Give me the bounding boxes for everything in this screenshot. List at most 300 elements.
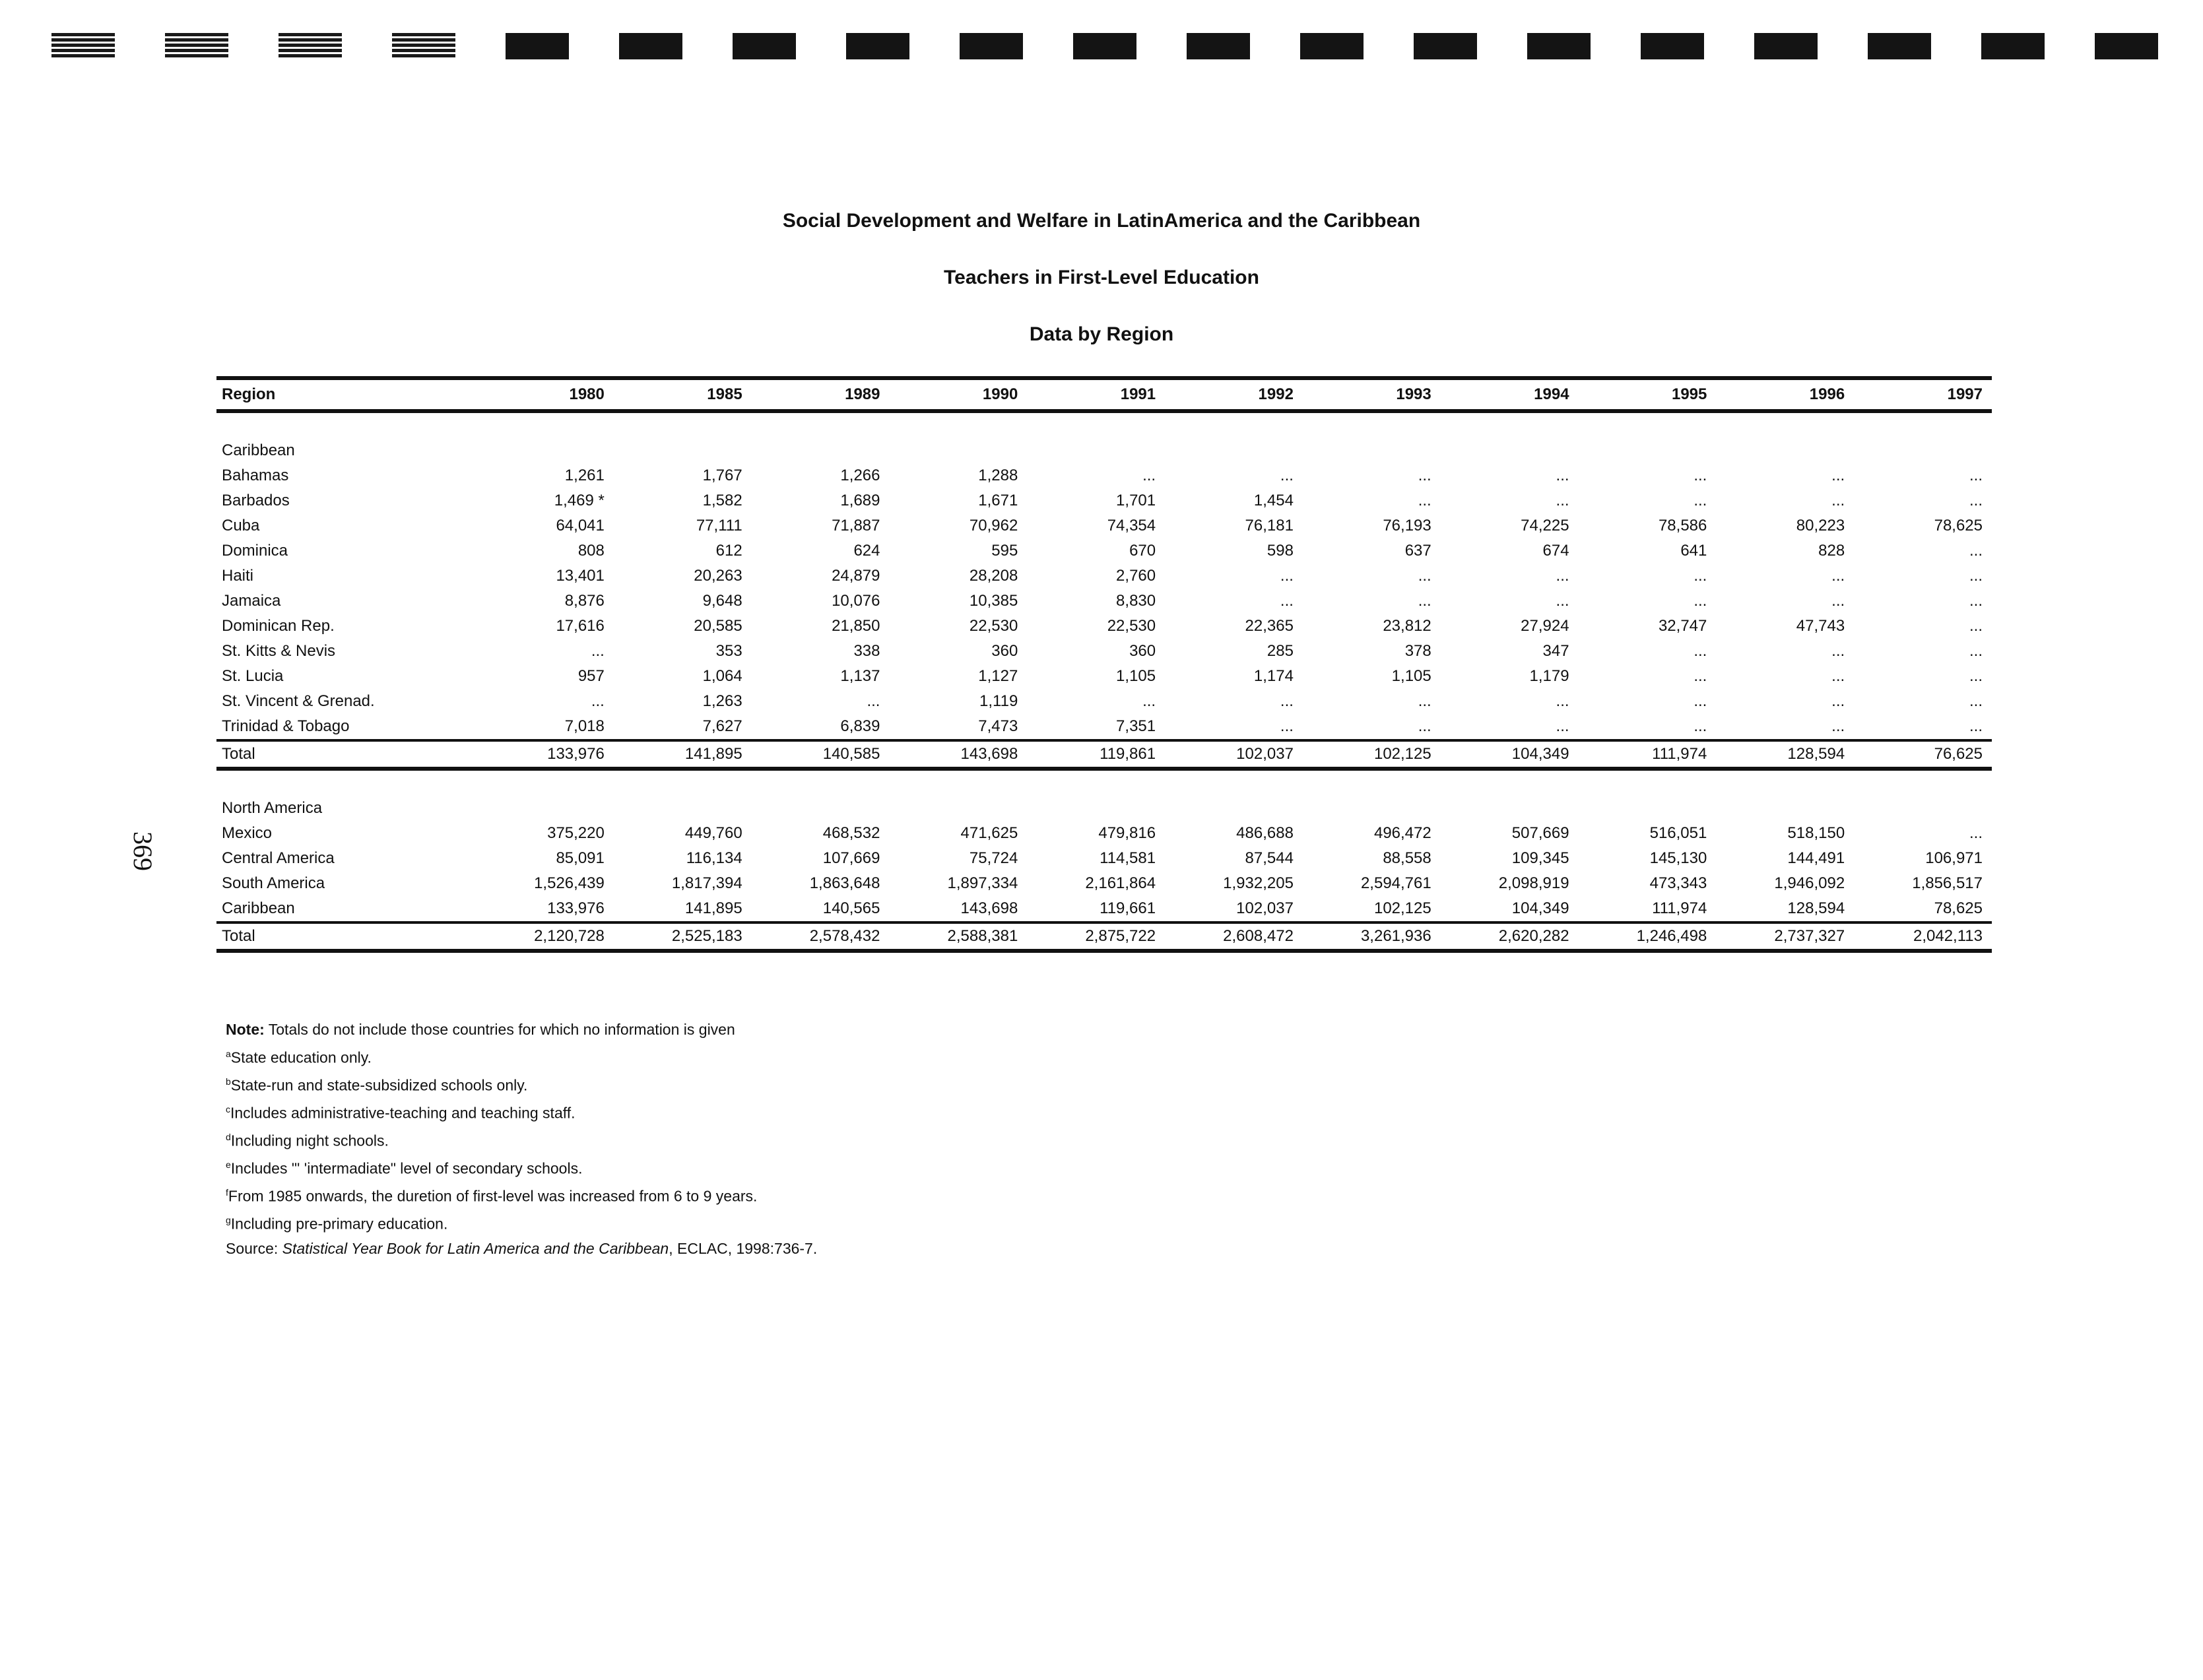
table-cell: 64,041 <box>556 517 605 534</box>
punch-hole <box>1187 33 1250 59</box>
document-title: Social Development and Welfare in LatinAmerica and the Caribbean <box>782 210 1421 232</box>
table-cell: 1,105 <box>1116 667 1156 685</box>
table-row <box>216 689 1992 714</box>
table-cell: 133,976 <box>547 899 605 917</box>
table-cell: 20,585 <box>694 617 742 635</box>
table-cell: 957 <box>577 667 605 685</box>
table-cell: ... <box>1142 467 1156 484</box>
table-cell: 27,924 <box>1521 617 1569 635</box>
footnote <box>226 1153 817 1180</box>
table-cell: ... <box>1831 642 1845 660</box>
table-cell: 2,608,472 <box>1165 922 1303 951</box>
punch-hole <box>1527 33 1591 59</box>
table-cell: 70,962 <box>969 517 1018 534</box>
table-cell: 468,532 <box>822 824 880 842</box>
table-cell: 1,261 <box>564 467 605 484</box>
table-cell: 119,661 <box>1100 899 1156 917</box>
table-cell: 22,530 <box>969 617 1018 635</box>
row-label: Cuba <box>222 517 260 534</box>
table-cell: ... <box>1969 692 1983 710</box>
table-cell: 353 <box>715 642 742 660</box>
row-label: St. Kitts & Nevis <box>222 642 336 660</box>
table-cell: ... <box>1280 567 1294 585</box>
table-cell: 486,688 <box>1236 824 1294 842</box>
table-cell: 75,724 <box>969 849 1018 867</box>
row-label: Dominican Rep. <box>222 617 335 635</box>
total-row <box>216 740 1992 769</box>
table-cell: 808 <box>577 542 605 560</box>
table-cell: ... <box>1693 592 1707 610</box>
table-cell: 507,669 <box>1511 824 1569 842</box>
footnote-text: State-run and state-subsidized schools only. <box>230 1076 528 1094</box>
table-cell: 141,895 <box>614 740 752 769</box>
table-cell: 1,582 <box>702 492 742 509</box>
table-cell: 78,625 <box>1934 899 1983 917</box>
table-cell: 2,161,864 <box>1085 874 1156 892</box>
row-label: St. Vincent & Grenad. <box>222 692 375 710</box>
table-cell: 133,976 <box>476 740 614 769</box>
table-cell: 1,246,498 <box>1579 922 1717 951</box>
note-line <box>226 1018 817 1042</box>
north-america-section <box>216 821 1992 922</box>
table-cell: 2,525,183 <box>614 922 752 951</box>
table-cell: ... <box>591 692 605 710</box>
table-cell: 88,558 <box>1383 849 1431 867</box>
footnote-mark: b <box>226 1076 231 1087</box>
table-row <box>216 564 1992 589</box>
table-row <box>216 846 1992 871</box>
punch-hole <box>1754 33 1818 59</box>
footnote-mark: g <box>226 1215 231 1226</box>
table-cell: 23,812 <box>1383 617 1431 635</box>
table-cell: ... <box>1693 567 1707 585</box>
document-subtitle: Teachers in First-Level Education <box>944 267 1259 288</box>
table-cell: ... <box>1969 617 1983 635</box>
table-cell: ... <box>1693 492 1707 509</box>
total-row <box>216 922 1992 951</box>
table-cell: 2,588,381 <box>889 922 1027 951</box>
header-row <box>216 378 1992 411</box>
table-cell: 128,594 <box>1716 740 1854 769</box>
table-cell: ... <box>1831 717 1845 735</box>
footnote-list <box>226 1042 817 1237</box>
section-label-caribbean: Caribbean <box>222 441 295 459</box>
punch-hole <box>2095 33 2158 59</box>
table-cell: 285 <box>1266 642 1294 660</box>
row-label: Haiti <box>222 567 254 585</box>
table-cell: 496,472 <box>1373 824 1431 842</box>
table-cell: 17,616 <box>556 617 605 635</box>
footnote-text: State education only. <box>230 1049 372 1066</box>
table-header <box>216 378 1992 411</box>
table-row <box>216 664 1992 689</box>
table-row <box>216 639 1992 664</box>
table-cell: ... <box>1969 467 1983 484</box>
row-label: Jamaica <box>222 592 281 610</box>
table-cell: ... <box>1280 592 1294 610</box>
table-cell: 102,125 <box>1373 899 1431 917</box>
table-cell: 145,130 <box>1649 849 1707 867</box>
column-header-year: 1991 <box>1027 378 1165 411</box>
table-cell: 7,627 <box>702 717 742 735</box>
table-cell: 360 <box>991 642 1018 660</box>
table-cell: 140,565 <box>822 899 880 917</box>
table-cell: 85,091 <box>556 849 605 867</box>
table-cell: 1,526,439 <box>534 874 605 892</box>
table-cell: 595 <box>991 542 1018 560</box>
table-cell: 20,263 <box>694 567 742 585</box>
table-cell: 140,585 <box>752 740 890 769</box>
row-label: St. Lucia <box>222 667 284 685</box>
footnote-mark: e <box>226 1159 231 1171</box>
table-row <box>216 538 1992 564</box>
table-cell: ... <box>1556 717 1569 735</box>
table-cell: 1,689 <box>840 492 880 509</box>
table-cell: 76,193 <box>1383 517 1431 534</box>
table-cell: 32,747 <box>1658 617 1707 635</box>
table-cell: ... <box>1556 467 1569 484</box>
table-row <box>216 896 1992 922</box>
column-header-year: 1995 <box>1579 378 1717 411</box>
row-label: South America <box>222 874 325 892</box>
north-america-total-section <box>216 922 1992 951</box>
table-cell: ... <box>1969 667 1983 685</box>
table-row <box>216 614 1992 639</box>
table-cell: 2,875,722 <box>1027 922 1165 951</box>
section-label-row <box>216 438 1992 463</box>
binder-punch-strip <box>51 33 2163 62</box>
table-cell: ... <box>1418 567 1431 585</box>
table-cell: ... <box>591 642 605 660</box>
row-label: Mexico <box>222 824 273 842</box>
punch-hole <box>1981 33 2045 59</box>
table-cell: ... <box>1556 692 1569 710</box>
table-cell: 22,365 <box>1245 617 1294 635</box>
table-cell: 8,830 <box>1116 592 1156 610</box>
table-cell: 78,625 <box>1934 517 1983 534</box>
table-cell: 116,134 <box>686 849 742 867</box>
table-cell: 1,701 <box>1116 492 1156 509</box>
row-label: Trinidad & Tobago <box>222 717 350 735</box>
table-cell: 24,879 <box>832 567 880 585</box>
table-cell: ... <box>1556 492 1569 509</box>
table-row <box>216 589 1992 614</box>
footnote-text: Includes "' 'intermadiate" level of secondary schools. <box>230 1159 583 1177</box>
table-cell: ... <box>1280 467 1294 484</box>
punch-hole <box>51 33 115 59</box>
punch-hole <box>619 33 682 59</box>
table-cell: 102,037 <box>1165 740 1303 769</box>
column-header-region: Region <box>216 378 476 411</box>
column-header-year: 1993 <box>1303 378 1441 411</box>
caribbean-total-section <box>216 740 1992 769</box>
table-cell: 624 <box>853 542 880 560</box>
table-cell: ... <box>1831 467 1845 484</box>
column-header-year: 1990 <box>889 378 1027 411</box>
table-cell: 1,174 <box>1253 667 1294 685</box>
table-cell: ... <box>1969 642 1983 660</box>
source-line <box>226 1237 817 1261</box>
table-cell: 9,648 <box>702 592 742 610</box>
page-number: 369 <box>128 831 158 871</box>
table-cell: ... <box>1969 824 1983 842</box>
footnote-mark: d <box>226 1131 231 1142</box>
table-cell: 104,349 <box>1441 740 1579 769</box>
column-header-year: 1997 <box>1854 378 1992 411</box>
table-cell: 449,760 <box>684 824 742 842</box>
table-cell: 111,974 <box>1652 899 1707 917</box>
table-cell: 670 <box>1129 542 1156 560</box>
table-cell: ... <box>867 692 880 710</box>
column-header-year: 1989 <box>752 378 890 411</box>
caribbean-section <box>216 411 1992 740</box>
table-cell: 77,111 <box>696 517 742 534</box>
table-cell: 471,625 <box>960 824 1018 842</box>
table-cell: ... <box>1142 692 1156 710</box>
table-cell: ... <box>1693 692 1707 710</box>
footnote-mark: f <box>226 1187 228 1198</box>
table-cell: 1,671 <box>978 492 1018 509</box>
table-cell: 1,767 <box>702 467 742 484</box>
column-header-year: 1992 <box>1165 378 1303 411</box>
row-label: Dominica <box>222 542 288 560</box>
table-cell: 516,051 <box>1649 824 1707 842</box>
table-cell: 479,816 <box>1098 824 1156 842</box>
table-cell: 347 <box>1542 642 1569 660</box>
punch-hole <box>165 33 228 59</box>
table-cell: 1,064 <box>702 667 742 685</box>
punch-hole <box>506 33 569 59</box>
table-cell: ... <box>1280 717 1294 735</box>
table-cell: 1,817,394 <box>671 874 742 892</box>
row-label: Bahamas <box>222 467 289 484</box>
table-cell: ... <box>1693 642 1707 660</box>
table-cell: 637 <box>1404 542 1431 560</box>
table-cell: 338 <box>853 642 880 660</box>
row-label: Total <box>216 922 476 951</box>
row-label: Barbados <box>222 492 290 509</box>
table-cell: 1,263 <box>702 692 742 710</box>
table-cell: 1,454 <box>1253 492 1294 509</box>
footnote <box>226 1097 817 1125</box>
table-cell: ... <box>1280 692 1294 710</box>
table-cell: 10,076 <box>832 592 880 610</box>
table-cell: 375,220 <box>547 824 605 842</box>
notes-block <box>226 1018 817 1260</box>
footnote <box>226 1042 817 1070</box>
punch-hole <box>1073 33 1136 59</box>
table-cell: 7,351 <box>1116 717 1156 735</box>
footnote-mark: c <box>226 1103 230 1115</box>
table-cell: 1,137 <box>840 667 880 685</box>
table-cell: 74,225 <box>1521 517 1569 534</box>
row-label: Central America <box>222 849 335 867</box>
column-header-year: 1980 <box>476 378 614 411</box>
table-cell: ... <box>1969 542 1983 560</box>
table-cell: 107,669 <box>822 849 880 867</box>
table-cell: ... <box>1693 717 1707 735</box>
table-cell: 102,125 <box>1303 740 1441 769</box>
table-cell: 1,266 <box>840 467 880 484</box>
table-cell: ... <box>1831 692 1845 710</box>
table-cell: 128,594 <box>1787 899 1845 917</box>
table-cell: 74,354 <box>1107 517 1156 534</box>
note-label: Note: <box>226 1021 265 1038</box>
table-cell: 3,261,936 <box>1303 922 1441 951</box>
table-cell: 71,887 <box>832 517 880 534</box>
table-cell: 612 <box>715 542 742 560</box>
table-cell: 2,594,761 <box>1360 874 1431 892</box>
punch-hole <box>846 33 909 59</box>
table-cell: 1,932,205 <box>1223 874 1294 892</box>
table-cell: 518,150 <box>1787 824 1845 842</box>
table-cell: 473,343 <box>1649 874 1707 892</box>
table-cell: ... <box>1556 592 1569 610</box>
column-header-year: 1985 <box>614 378 752 411</box>
table-cell: 143,698 <box>889 740 1027 769</box>
row-label: Total <box>216 740 476 769</box>
table-cell: 2,760 <box>1116 567 1156 585</box>
table-cell: 360 <box>1129 642 1156 660</box>
table-cell: 111,974 <box>1579 740 1717 769</box>
section-gap <box>216 769 1992 821</box>
table-cell: ... <box>1418 467 1431 484</box>
table-cell: 76,181 <box>1245 517 1294 534</box>
table-cell: 104,349 <box>1511 899 1569 917</box>
table-cell: 119,861 <box>1027 740 1165 769</box>
table-cell: 106,971 <box>1925 849 1983 867</box>
table-cell: 102,037 <box>1236 899 1294 917</box>
row-label: Caribbean <box>222 899 295 917</box>
source-title: Statistical Year Book for Latin America and the Caribbean <box>282 1239 669 1257</box>
column-header-year: 1996 <box>1716 378 1854 411</box>
table-cell: 2,578,432 <box>752 922 890 951</box>
footnote-text: Including pre-primary education. <box>230 1215 448 1233</box>
document-subtitle-region: Data by Region <box>1029 323 1174 345</box>
table-cell: ... <box>1831 492 1845 509</box>
table-cell: ... <box>1418 492 1431 509</box>
section-label-north-america: North America <box>222 799 323 817</box>
table-cell: 1,105 <box>1391 667 1431 685</box>
table-cell: 1,179 <box>1529 667 1569 685</box>
table-cell: 80,223 <box>1796 517 1845 534</box>
footnote <box>226 1180 817 1208</box>
table-cell: 2,042,113 <box>1854 922 1992 951</box>
footnote <box>226 1125 817 1153</box>
footnote <box>226 1208 817 1236</box>
table-cell: 28,208 <box>969 567 1018 585</box>
table-cell: 109,345 <box>1511 849 1569 867</box>
table-cell: 2,737,327 <box>1716 922 1854 951</box>
teachers-table <box>216 376 1992 953</box>
footnote-text: Includes administrative-teaching and teaching staff. <box>230 1104 575 1122</box>
spacer-row <box>216 411 1992 438</box>
table-cell: ... <box>1969 492 1983 509</box>
table-cell: 76,625 <box>1854 740 1992 769</box>
table-cell: ... <box>1831 567 1845 585</box>
punch-hole <box>960 33 1023 59</box>
table-cell: ... <box>1831 667 1845 685</box>
table-cell: ... <box>1418 692 1431 710</box>
table-cell: ... <box>1693 667 1707 685</box>
punch-hole <box>392 33 455 59</box>
footnote-text: Including night schools. <box>230 1132 389 1149</box>
punch-hole <box>1300 33 1364 59</box>
table-cell: 114,581 <box>1100 849 1156 867</box>
table-cell: 1,469 * <box>554 492 605 509</box>
table-cell: 6,839 <box>840 717 880 735</box>
punch-hole <box>1641 33 1704 59</box>
source-detail: , ECLAC, 1998:736-7. <box>669 1239 818 1257</box>
punch-hole <box>733 33 796 59</box>
table-cell: 144,491 <box>1787 849 1845 867</box>
table-cell: 2,120,728 <box>476 922 614 951</box>
footnote-mark: a <box>226 1048 231 1059</box>
table-cell: 641 <box>1680 542 1707 560</box>
table-cell: ... <box>1831 592 1845 610</box>
table-cell: 8,876 <box>564 592 605 610</box>
table-cell: 1,119 <box>979 692 1018 710</box>
punch-hole <box>1868 33 1931 59</box>
column-header-year: 1994 <box>1441 378 1579 411</box>
table-cell: 21,850 <box>832 617 880 635</box>
punch-hole <box>1414 33 1477 59</box>
table-cell: 1,127 <box>978 667 1018 685</box>
table-cell: ... <box>1556 567 1569 585</box>
table-cell: ... <box>1693 467 1707 484</box>
table-cell: 1,863,648 <box>809 874 880 892</box>
table-cell: ... <box>1969 717 1983 735</box>
table-cell: ... <box>1418 592 1431 610</box>
table-cell: 2,098,919 <box>1498 874 1569 892</box>
footnote-text: From 1985 onwards, the duretion of first-level was increased from 6 to 9 years. <box>228 1187 758 1205</box>
table-cell: ... <box>1969 567 1983 585</box>
table-cell: 78,586 <box>1658 517 1707 534</box>
spacer-row <box>216 769 1992 796</box>
section-label-row <box>216 796 1992 821</box>
punch-hole <box>279 33 342 59</box>
table-row <box>216 463 1992 488</box>
table-cell: 1,946,092 <box>1774 874 1845 892</box>
table-cell: 1,856,517 <box>1912 874 1983 892</box>
table-cell: 87,544 <box>1245 849 1294 867</box>
table-cell: ... <box>1969 592 1983 610</box>
table-cell: 598 <box>1266 542 1294 560</box>
table-cell: 22,530 <box>1107 617 1156 635</box>
table-cell: 10,385 <box>969 592 1018 610</box>
table-cell: 1,288 <box>978 467 1018 484</box>
table-cell: 7,473 <box>978 717 1018 735</box>
table-cell: 1,897,334 <box>947 874 1018 892</box>
footnote <box>226 1070 817 1097</box>
table-cell: 7,018 <box>564 717 605 735</box>
table-row <box>216 488 1992 513</box>
table-cell: 141,895 <box>684 899 742 917</box>
table-cell: 378 <box>1404 642 1431 660</box>
table-cell: 47,743 <box>1796 617 1845 635</box>
table-cell: 2,620,282 <box>1441 922 1579 951</box>
table-row <box>216 821 1992 846</box>
table-cell: 143,698 <box>960 899 1018 917</box>
table-cell: 828 <box>1818 542 1845 560</box>
source-label: Source: <box>226 1239 279 1257</box>
table-row <box>216 513 1992 538</box>
table-cell: 13,401 <box>556 567 605 585</box>
note-text: Totals do not include those countries for which no information is given <box>268 1021 735 1038</box>
table-row <box>216 714 1992 740</box>
table-cell: 674 <box>1542 542 1569 560</box>
table-row <box>216 871 1992 896</box>
